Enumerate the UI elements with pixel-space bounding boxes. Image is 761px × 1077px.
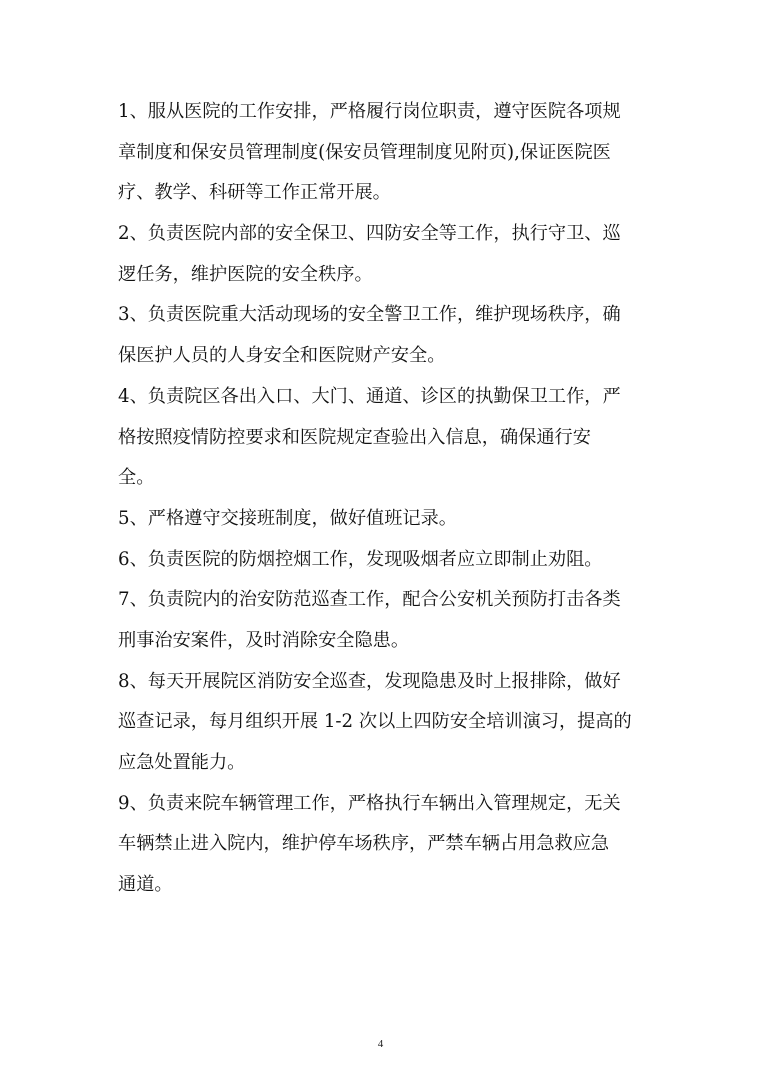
text-line: 8、每天开展院区消防安全巡查，发现隐患及时上报排除，做好 xyxy=(118,670,621,692)
document-body xyxy=(118,92,648,906)
text-line: 章制度和保安员管理制度(保安员管理制度见附页),保证医院医 xyxy=(118,141,611,163)
text-line: 通道。 xyxy=(118,874,173,896)
text-line: 2、负责医院内部的安全保卫、四防安全等工作，执行守卫、巡 xyxy=(118,223,621,245)
text-line: 车辆禁止进入院内，维护停车场秩序，严禁车辆占用急救应急 xyxy=(118,833,610,855)
text-line: 保医护人员的人身安全和医院财产安全。 xyxy=(118,345,446,367)
text-line: 全。 xyxy=(118,467,155,489)
text-line: 3、负责医院重大活动现场的安全警卫工作，维护现场秩序，确 xyxy=(118,304,621,326)
text-line: 逻任务，维护医院的安全秩序。 xyxy=(118,263,373,285)
text-line: 7、负责院内的治安防范巡查工作，配合公安机关预防打击各类 xyxy=(118,589,621,611)
text-line: 应急处置能力。 xyxy=(118,752,246,773)
text-line: 6、负责医院的防烟控烟工作，发现吸烟者应立即制止劝阻。 xyxy=(118,548,603,570)
text-line: 1、服从医院的工作安排，严格履行岗位职责，遵守医院各项规 xyxy=(118,101,621,122)
text-line: 巡查记录，每月组织开展 1-2 次以上四防安全培训演习，提高的 xyxy=(118,711,632,733)
text-line: 4、负责院区各出入口、大门、通道、诊区的执勤保卫工作，严 xyxy=(118,385,621,407)
text-line: 刑事治安案件，及时消除安全隐患。 xyxy=(118,629,410,651)
text-line: 疗、教学、科研等工作正常开展。 xyxy=(118,182,391,204)
text-line: 5、严格遵守交接班制度，做好值班记录。 xyxy=(118,507,457,529)
text-line: 9、负责来院车辆管理工作，严格执行车辆出入管理规定，无关 xyxy=(118,792,621,814)
page-number: 4 xyxy=(377,1038,384,1050)
text-line: 格按照疫情防控要求和医院规定查验出入信息，确保通行安 xyxy=(118,426,591,448)
